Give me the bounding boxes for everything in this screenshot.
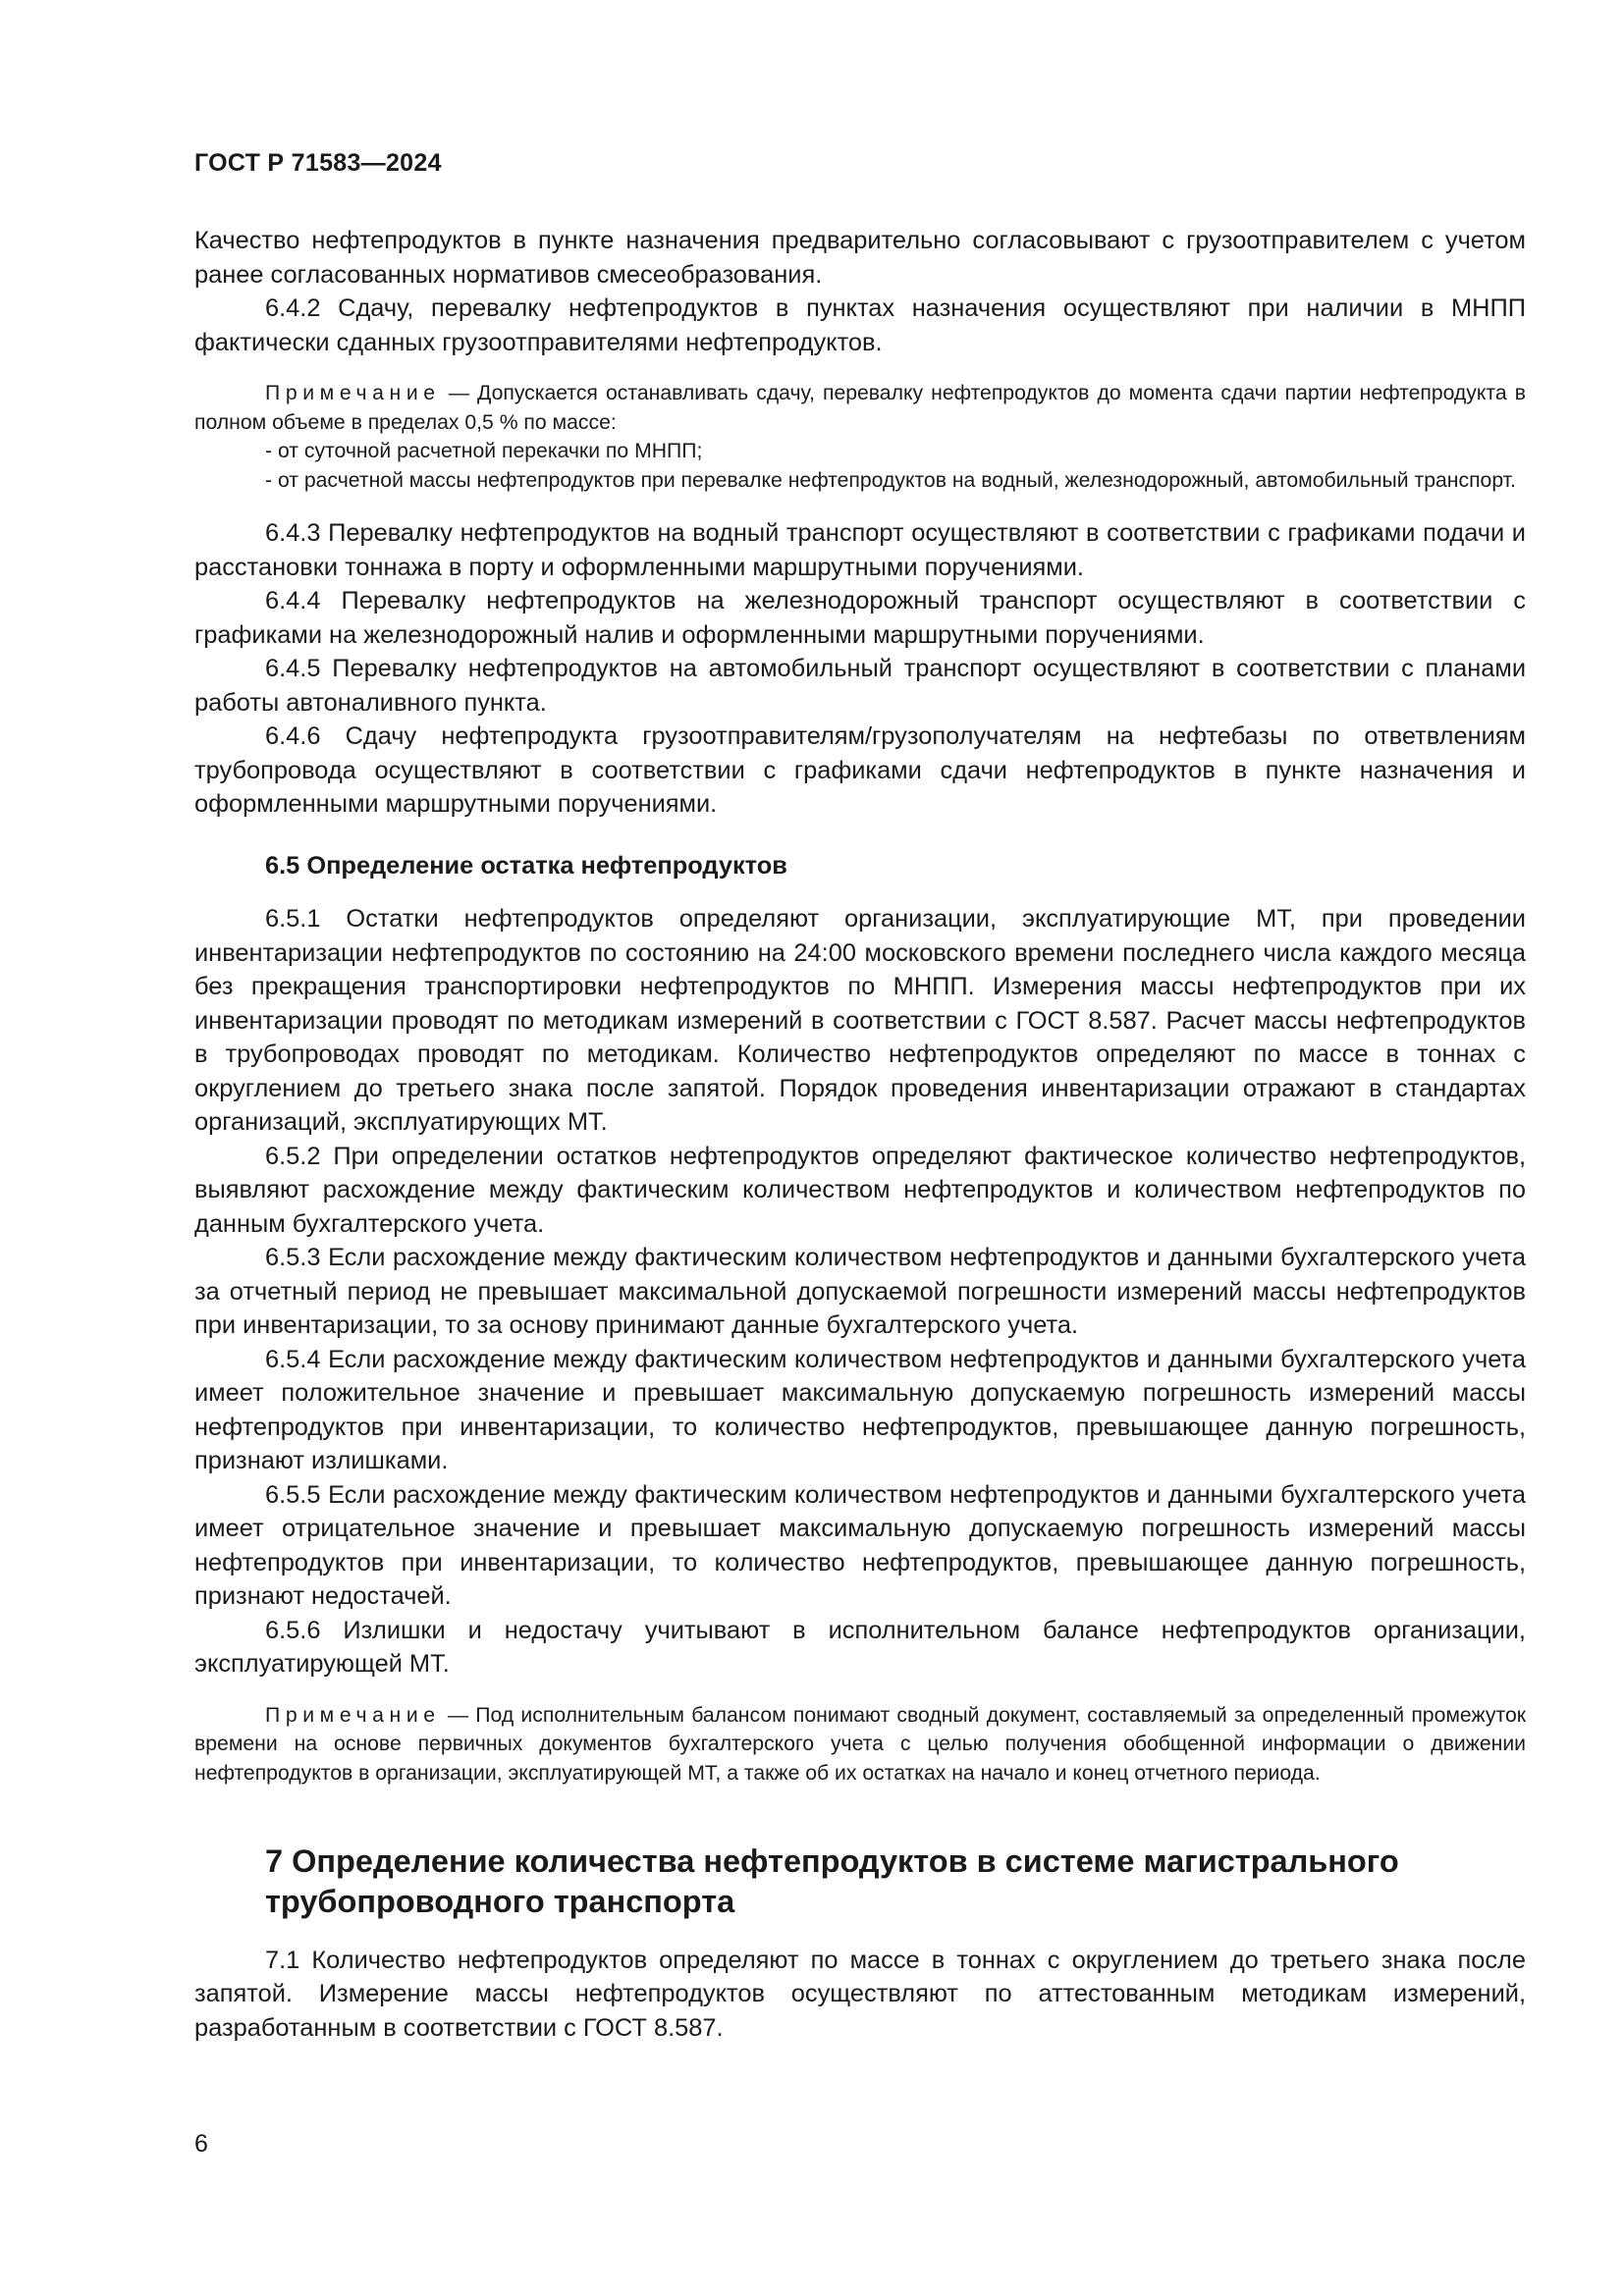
paragraph-6-5-1: 6.5.1 Остатки нефтепродуктов определяют организации, эксплуатирующие МТ, при проведении инвентаризации нефтепродуктов по состоянию на 24:00 московского времени последнего числа каждого месяца без прекращения транспортировки нефтепродуктов по МНПП. Измерения массы нефтепродуктов при их инвентаризации проводят по методикам измерений в соответствии с ГОСТ 8.587. Расчет массы нефтепродуктов в трубопроводах проводят по методикам. Количество нефтепродуктов определяют по массе в тоннах с округлением до третьего знака после запятой. Порядок проведения инвентаризации отражают в стандартах организаций, эксплуатирующих МТ. — [194, 905, 1526, 1137]
note-2-body: — Под исполнительным балансом понимают сводный документ, составляемый за определенный промежуток времени на основе первичных документов бухгалтерского учета с целью получения обобщенной информации о движении нефтепродуктов в организации, эксплуатирующей МТ, а также об их остатках на начало и конец отчетного периода. — [194, 1703, 1526, 1786]
paragraph-6-4-3: 6.4.3 Перевалку нефтепродуктов на водный транспорт осуществляют в соответствии с графиками подачи и расстановки тоннажа в порту и оформленными маршрутными поручениями. — [194, 519, 1526, 581]
paragraph-6-5-2: 6.5.2 При определении остатков нефтепродуктов определяют фактическое количество нефтепродуктов, выявляют расхождение между фактическим количеством нефтепродуктов и количеством нефтепродуктов по данным бухгалтерского учета. — [194, 1142, 1526, 1238]
page-content — [194, 224, 1526, 2045]
note-1-body: — Допускается останавливать сдачу, перевалку нефтепродуктов до момента сдачи партии нефтепродукта в полном объеме в пределах 0,5 % по массе: — [194, 382, 1526, 434]
note-2-label: Примечание — [265, 1703, 441, 1727]
paragraph-intro: Качество нефтепродуктов в пункте назначения предварительно согласовывают с грузоотправителем с учетом ранее согласованных нормативов смесеобразования. — [194, 227, 1526, 289]
paragraph-7-1: 7.1 Количество нефтепродуктов определяют по массе в тоннах с округлением до третьего знака после запятой. Измерение массы нефтепродуктов осуществляют по аттестованным методикам измерений, разработанным в соответствии с ГОСТ 8.587. — [194, 1946, 1526, 2042]
paragraph-6-4-5: 6.4.5 Перевалку нефтепродуктов на автомобильный транспорт осуществляют в соответствии с планами работы автоналивного пункта. — [194, 655, 1526, 717]
paragraph-6-4-6: 6.4.6 Сдачу нефтепродукта грузоотправителям/грузополучателям на нефтебазы по ответвлениям трубопровода осуществляют в соответствии с графиками сдачи нефтепродуктов в пункте назначения и оформленными маршрутными поручениями. — [194, 722, 1526, 819]
note-block-2 — [194, 1701, 1526, 1789]
note-1-label: Примечание — [265, 382, 441, 404]
note-2-text — [194, 1701, 1526, 1789]
paragraph-6-4-2: 6.4.2 Сдачу, перевалку нефтепродуктов в пунктах назначения осуществляют при наличии в МНПП фактически сданных грузоотправителями нефтепродуктов. — [194, 294, 1526, 356]
note-1-item-1: - от суточной расчетной перекачки по МНПП; — [265, 440, 703, 463]
document-page — [194, 0, 1526, 2296]
paragraph-6-5-4: 6.5.4 Если расхождение между фактическим количеством нефтепродуктов и данными бухгалтерского учета имеет положительное значение и превышает максимальную допускаемую погрешность измерений массы нефтепродуктов при инвентаризации, то количество нефтепродуктов, превышающее данную погрешность, признают излишками. — [194, 1345, 1526, 1475]
note-1-text — [194, 379, 1526, 437]
heading-section-7: 7 Определение количества нефтепродуктов в системе магистрального трубопроводного транспорта — [265, 1842, 1399, 1919]
note-1-item-2: - от расчетной массы нефтепродуктов при перевалке нефтепродуктов на водный, железнодорожный, автомобильный транспорт. — [265, 468, 1516, 492]
standard-id-header: ГОСТ Р 71583—2024 — [194, 149, 442, 177]
paragraph-6-4-4: 6.4.4 Перевалку нефтепродуктов на железнодорожный транспорт осуществляют в соответствии с графиками на железнодорожный налив и оформленными маршрутными поручениями. — [194, 587, 1526, 649]
paragraph-6-5-3: 6.5.3 Если расхождение между фактическим количеством нефтепродуктов и данными бухгалтерского учета за отчетный период не превышает максимальной допускаемой погрешности измерений массы нефтепродуктов при инвентаризации, то за основу принимают данные бухгалтерского учета. — [194, 1244, 1526, 1340]
heading-6-5: 6.5 Определение остатка нефтепродуктов — [265, 851, 787, 880]
page-number: 6 — [194, 2130, 208, 2158]
paragraph-6-5-5: 6.5.5 Если расхождение между фактическим количеством нефтепродуктов и данными бухгалтерского учета имеет отрицательное значение и превышает максимальную допускаемую погрешность измерений массы нефтепродуктов при инвентаризации, то количество нефтепродуктов, превышающее данную погрешность, признают недостачей. — [194, 1480, 1526, 1611]
note-block-1 — [194, 379, 1526, 495]
paragraph-6-5-6: 6.5.6 Излишки и недостачу учитывают в исполнительном балансе нефтепродуктов организации, эксплуатирующей МТ. — [194, 1616, 1526, 1679]
